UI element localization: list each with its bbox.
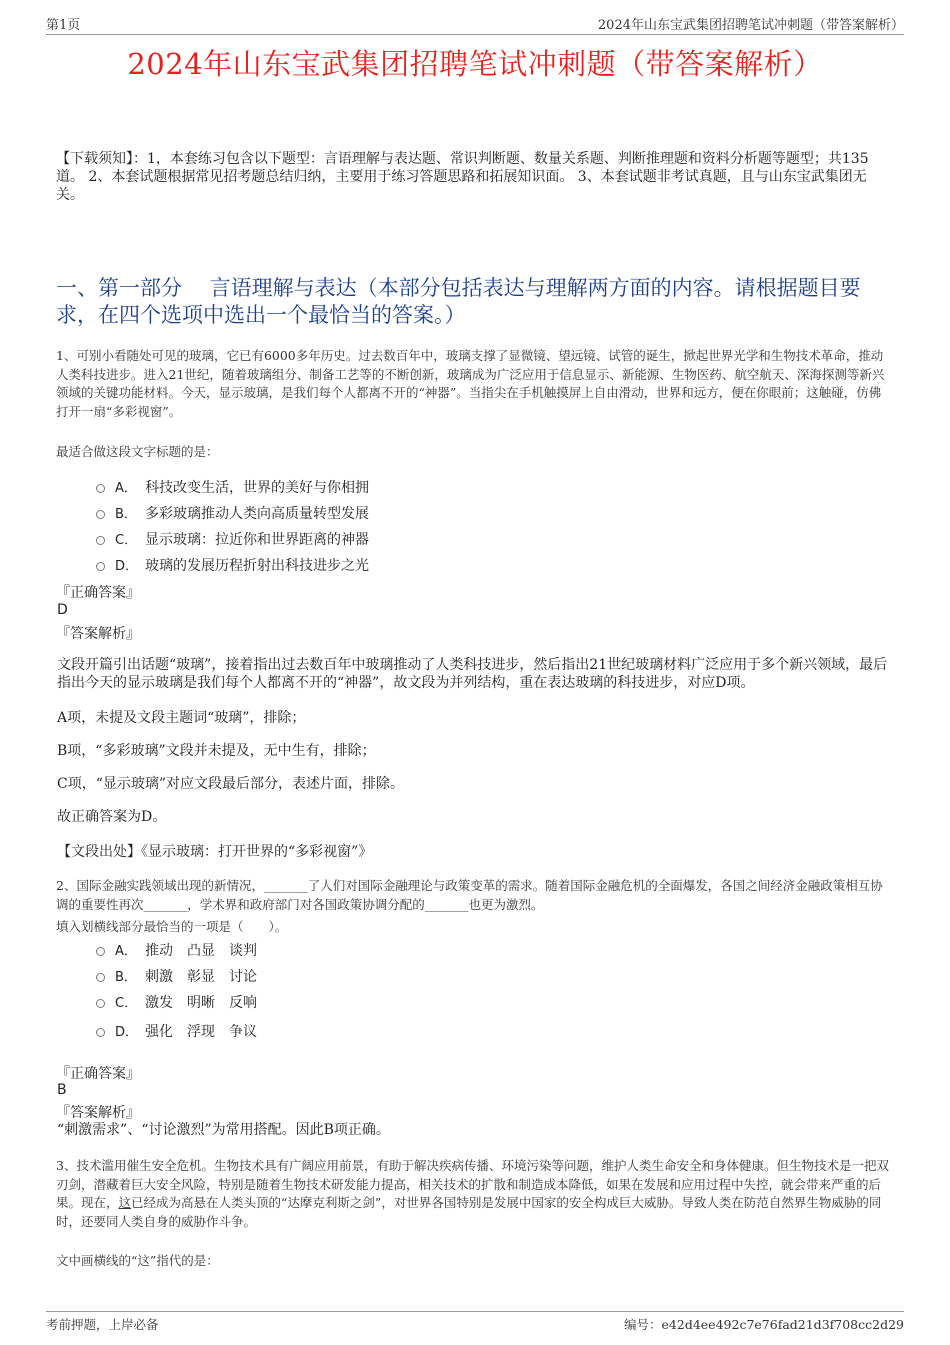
radio-icon[interactable] <box>96 510 105 519</box>
radio-icon[interactable] <box>96 536 105 545</box>
header-doc-title: 2024年山东宝武集团招聘笔试冲刺题（带答案解析） <box>597 18 904 33</box>
question-2-analysis: “刺激需求”、“讨论激烈”为常用搭配。因此B项正确。 <box>57 1122 390 1138</box>
question-2-option-b[interactable]: B． 刺激 彰显 讨论 <box>96 966 257 986</box>
radio-icon[interactable] <box>96 947 105 956</box>
question-2-option-d[interactable]: D． 强化 浮现 争议 <box>96 1021 257 1041</box>
question-2-option-c[interactable]: C． 激发 明晰 反响 <box>96 992 257 1012</box>
radio-icon[interactable] <box>96 484 105 493</box>
question-1-analysis-label: 『答案解析』 <box>56 626 140 642</box>
question-2-answer-label: 『正确答案』 <box>56 1066 140 1082</box>
question-1-answer: D <box>57 602 68 618</box>
question-2-option-a[interactable]: A． 推动 凸显 谈判 <box>96 940 257 960</box>
section-heading: 一、第一部分 言语理解与表达（本部分包括表达与理解两方面的内容。请根据题目要求，在四个选项中选出一个最恰当的答案。） <box>56 276 861 327</box>
radio-icon[interactable] <box>96 1028 105 1037</box>
question-1-prompt: 最适合做这段文字标题的是： <box>56 444 219 459</box>
footer-code: 编号：e42d4ee492c7e76fad21d3f708cc2d29 <box>624 1317 904 1332</box>
question-1-note-c: C项，“显示玻璃”对应文段最后部分，表述片面，排除。 <box>57 776 405 792</box>
question-1-text: 1、可别小看随处可见的玻璃，它已有6000多年历史。过去数百年中，玻璃支撑了显微镜、望远镜、试管的诞生，掀起世界光学和生物技术革命，推动人类科技进步。进入21世纪，随着玻璃组分、制备工艺等的不断创新，玻璃成为广泛应用于信息显示、新能源、生物医药、航空航天、深海探测等新兴领域的关键功能材料。今天，显示玻璃，是我们每个人都离不开的“神器”。当指尖在手机触摸屏上自由滑动，世界和远方，便在你眼前；这触碰，仿佛打开一扇“多彩视窗”。 <box>56 348 885 419</box>
question-1-option-d[interactable]: D． 玻璃的发展历程折射出科技进步之光 <box>96 555 369 575</box>
page-number: 第1页 <box>46 18 81 33</box>
question-1-option-b[interactable]: B． 多彩玻璃推动人类向高质量转型发展 <box>96 503 369 523</box>
question-1-option-a[interactable]: A． 科技改变生活，世界的美好与你相拥 <box>96 477 369 497</box>
page-header <box>46 14 904 35</box>
question-3-text: 3、技术滥用催生安全危机。生物技术具有广阔应用前景，有助于解决疾病传播、环境污染等问题，维护人类生命安全和身体健康。但生物技术是一把双刃剑，潜藏着巨大安全风险，特别是随着生物技术研发能力提高，相关技术的扩散和制造成本降低，如果在发展和应用过程中失控，就会带来严重的后果。现在，这已经成为高悬在人类头顶的“达摩克利斯之剑”，对世界各国特别是发展中国家的安全构成巨大威胁。导致人类在防范自然界生物威胁的同时，还要同人类自身的威胁作斗争。 <box>56 1158 889 1229</box>
radio-icon[interactable] <box>96 973 105 982</box>
footer-slogan: 考前押题，上岸必备 <box>46 1317 159 1332</box>
blank-3: _______ <box>424 896 469 912</box>
question-2-prompt: 填入划横线部分最恰当的一项是（ ）。 <box>56 919 288 934</box>
document-title: 2024年山东宝武集团招聘笔试冲刺题（带答案解析） <box>127 47 823 81</box>
question-1-analysis: 文段开篇引出话题“玻璃”，接着指出过去数百年中玻璃推动了人类科技进步，然后指出21世纪玻璃材料广泛应用于多个新兴领域，最后指出今天的显示玻璃是我们每个人都离不开的“神器”，故文段为并列结构，重在表达玻璃的科技进步，对应D项。 <box>57 657 888 691</box>
question-2-answer: B <box>57 1082 67 1098</box>
underlined-word: 这 <box>118 1195 132 1210</box>
question-1-answer-label: 『正确答案』 <box>56 585 140 601</box>
download-notice: 【下载须知】：1，本套练习包含以下题型：言语理解与表达题、常识判断题、数量关系题、判断推理题和资料分析题等题型；共135道。 2、本套试题根据常见招考题总结归纳，主要用于练习答题思路和拓展知识面。 3、本套试题非考试真题，且与山东宝武集团无关。 <box>56 151 869 203</box>
blank-2: _______ <box>143 896 188 912</box>
question-2-text: 2、国际金融实践领域出现的新情况，_______了人们对国际金融理论与政策变革的需求。随着国际金融危机的全面爆发，各国之间经济金融政策相互协调的重要性再次_______，学术界和政府部门对各国政策协调分配的_______也更为激烈。 <box>56 878 883 912</box>
question-2-analysis-label: 『答案解析』 <box>56 1105 140 1121</box>
question-1-conclusion: 故正确答案为D。 <box>57 809 167 825</box>
question-1-note-b: B项，“多彩玻璃”文段并未提及，无中生有，排除； <box>57 743 376 759</box>
radio-icon[interactable] <box>96 999 105 1008</box>
question-1-option-c[interactable]: C． 显示玻璃：拉近你和世界距离的神器 <box>96 529 369 549</box>
question-1-source: 【文段出处】《显示玻璃：打开世界的“多彩视窗”》 <box>57 844 373 860</box>
blank-1: _______ <box>263 878 308 893</box>
question-1-note-a: A项，未提及文段主题词“玻璃”，排除； <box>57 710 306 726</box>
radio-icon[interactable] <box>96 562 105 571</box>
question-3-prompt: 文中画横线的“这”指代的是： <box>56 1253 219 1268</box>
page-footer <box>46 1311 904 1332</box>
